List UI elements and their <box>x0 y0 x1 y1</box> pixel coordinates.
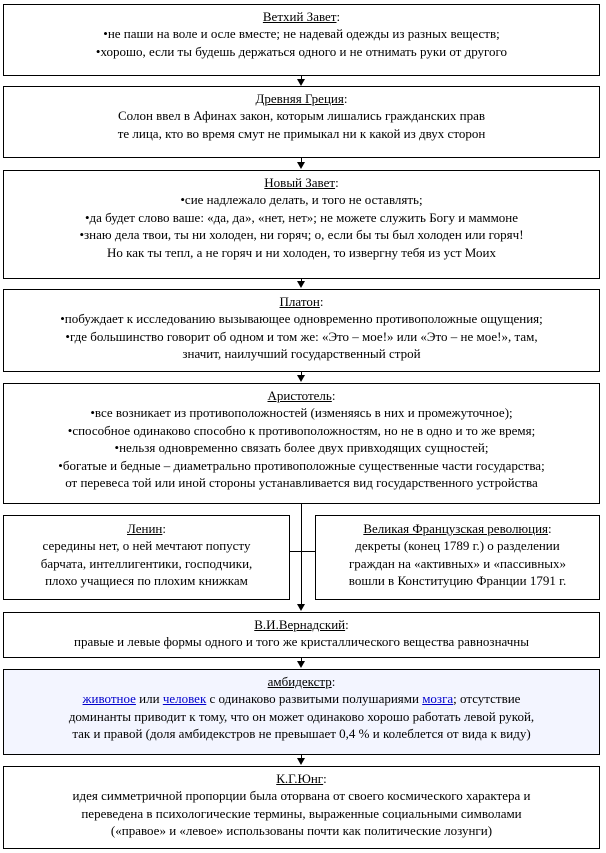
lenin-box: Ленин: середины нет, о ней мечтают попусту барчата, интеллигентики, господчики, плохо учащиеся по плохим книжкам <box>3 515 290 600</box>
old-testament-title: Ветхий Завет <box>262 9 337 24</box>
lenin-line: плохо учащиеся по плохим книжкам <box>45 573 248 589</box>
new-testament-line: Но как ты тепл, а не горяч и ни холоден, то извергну тебя из уст Моих <box>106 244 497 260</box>
jung-line: идея симметричной пропорции была оторвана от своего космического характера и <box>72 788 531 804</box>
french-revolution-line: вошли в Конституцию Франции 1791 г. <box>348 573 567 589</box>
ambidexter-box: амбидекстр: животное или человек с одинаково развитыми полушариями мозга; отсутствие доминанты приводит к тому, что он может одинаково хорошо работать левой рукой, так и правой (доля амбидекстров не превышает 0,4 % и колеблется от вида к виду) <box>3 669 600 755</box>
vernadsky-line: правые и левые формы одного и того же кристаллического вещества равнозначны <box>74 634 529 650</box>
lenin-title: Ленин <box>127 521 163 536</box>
human-link[interactable]: человек <box>162 691 207 707</box>
aristotle-box: Аристотель: •все возникает из противоположностей (изменяясь в них и промежуточное); •способное одинаково способно к противоположностям, но не в одно и то же время; •нельзя одновременно связать более двух привходящих сущностей; •богатые и бедные – диаметрально противоположные существенные части государства; от перевеса той или иной стороны устанавливается вид государственного устройства <box>3 383 600 504</box>
plato-line: •побуждает к исследованию вызывающее одновременно противоположные ощущения; <box>60 311 543 327</box>
down-arrow-icon <box>297 162 305 169</box>
brain-link[interactable]: мозга <box>422 691 454 707</box>
plato-title: Платон <box>279 294 320 309</box>
new-testament-line: •знаю дела твои, ты ни холоден, ни горяч; о, если бы ты был холоден или горяч! <box>79 227 524 243</box>
new-testament-line: •да будет слово ваше: «да, да», «нет, нет»; не можете служить Богу и маммоне <box>84 209 519 225</box>
old-testament-box: Ветхий Завет: •не паши на воле и осле вместе; не надевай одежды из разных веществ; •хорошо, если ты будешь держаться одного и не отнимать руки от другого <box>3 4 600 76</box>
down-arrow-icon <box>297 375 305 382</box>
ancient-greece-line: те лица, кто во время смут не примыкал ни к какой из двух сторон <box>117 125 486 141</box>
aristotle-line: •все возникает из противоположностей (изменяясь в них и промежуточное); <box>90 405 513 421</box>
ambidexter-line <box>8 690 595 707</box>
french-revolution-box: Великая Французская революция: декреты (конец 1789 г.) о разделении граждан на «активных» и «пассивных» вошли в Конституцию Франции 1791 г. <box>315 515 600 600</box>
ancient-greece-title: Древняя Греция <box>255 91 344 106</box>
jung-line: переведена в психологические термины, выраженные социальными символами <box>81 805 522 821</box>
new-testament-box: Новый Завет: •сие надлежало делать, и того не оставлять; •да будет слово ваше: «да, да», «нет, нет»; не можете служить Богу и маммоне •знаю дела твои, ты ни холоден, ни горяч; о, если бы ты был холоден или горяч! Но как ты тепл, а не горяч и ни холоден, то извергну тебя из уст Моих <box>3 170 600 279</box>
aristotle-line: •способное одинаково способно к противоположностям, но не в одно и то же время; <box>67 422 536 438</box>
ambidexter-title: амбидекстр <box>267 674 332 689</box>
lenin-line: середины нет, о ней мечтают попусту <box>42 538 251 554</box>
plato-box: Платон: •побуждает к исследованию вызывающее одновременно противоположные ощущения; •где большинство говорит об одном и том же: «Это – мое!» или «Это – не мое!», там, значит, наилучший государственный строй <box>3 289 600 372</box>
jung-title: К.Г.Юнг <box>276 771 324 786</box>
new-testament-title: Новый Завет <box>264 175 336 190</box>
vernadsky-box: В.И.Вернадский: правые и левые формы одного и того же кристаллического вещества равнозначны <box>3 612 600 658</box>
animal-link[interactable]: животное <box>82 691 136 707</box>
lenin-line: барчата, интеллигентики, господчики, <box>40 555 253 571</box>
down-arrow-icon <box>297 661 305 668</box>
new-testament-line: •сие надлежало делать, и того не оставлять; <box>180 192 423 208</box>
ancient-greece-line: Солон ввел в Афинах закон, которым лишались гражданских прав <box>117 108 486 124</box>
ambidexter-line: доминанты приводит к тому, что он может одинаково хорошо работать левой рукой, <box>68 708 535 724</box>
aristotle-line: •нельзя одновременно связать более двух привходящих сущностей; <box>114 440 489 456</box>
down-arrow-icon <box>297 79 305 86</box>
french-revolution-title: Великая Французская революция <box>363 521 549 536</box>
ambidexter-text: с одинаково развитыми полушариями <box>206 691 423 707</box>
aristotle-line: •богатые и бедные – диаметрально противоположные существенные части государства; <box>58 457 545 473</box>
french-revolution-line: граждан на «активных» и «пассивных» <box>348 555 567 571</box>
down-arrow-icon <box>297 604 305 611</box>
aristotle-line: от перевеса той или иной стороны устанавливается вид государственного устройства <box>65 475 538 491</box>
vernadsky-title: В.И.Вернадский <box>254 617 346 632</box>
connector-line-right <box>301 551 315 552</box>
plato-line: •где большинство говорит об одном и том же: «Это – мое!» или «Это – не мое!», там, <box>65 328 538 344</box>
ambidexter-text: ; отсутствие <box>453 691 521 707</box>
old-testament-line: •хорошо, если ты будешь держаться одного и не отнимать руки от другого <box>95 43 508 59</box>
ancient-greece-box: Древняя Греция: Солон ввел в Афинах закон, которым лишались гражданских прав те лица, кто во время смут не примыкал ни к какой из двух сторон <box>3 86 600 158</box>
connector-line <box>301 504 302 605</box>
ambidexter-line: так и правой (доля амбидекстров не превышает 0,4 % и колеблется от вида к виду) <box>72 726 531 742</box>
down-arrow-icon <box>297 758 305 765</box>
jung-line: («правое» и «левое» использованы почти как политические лозунги) <box>110 823 493 839</box>
ambidexter-text: или <box>135 691 163 707</box>
plato-line: значит, наилучший государственный строй <box>182 346 421 362</box>
down-arrow-icon <box>297 281 305 288</box>
french-revolution-line: декреты (конец 1789 г.) о разделении <box>355 538 560 554</box>
jung-box: К.Г.Юнг: идея симметричной пропорции была оторвана от своего космического характера и переведена в психологические термины, выраженные социальными символами («правое» и «левое» использованы почти как политические лозунги) <box>3 766 600 849</box>
old-testament-line: •не паши на воле и осле вместе; не надевай одежды из разных веществ; <box>103 26 500 42</box>
aristotle-title: Аристотель <box>267 388 332 403</box>
